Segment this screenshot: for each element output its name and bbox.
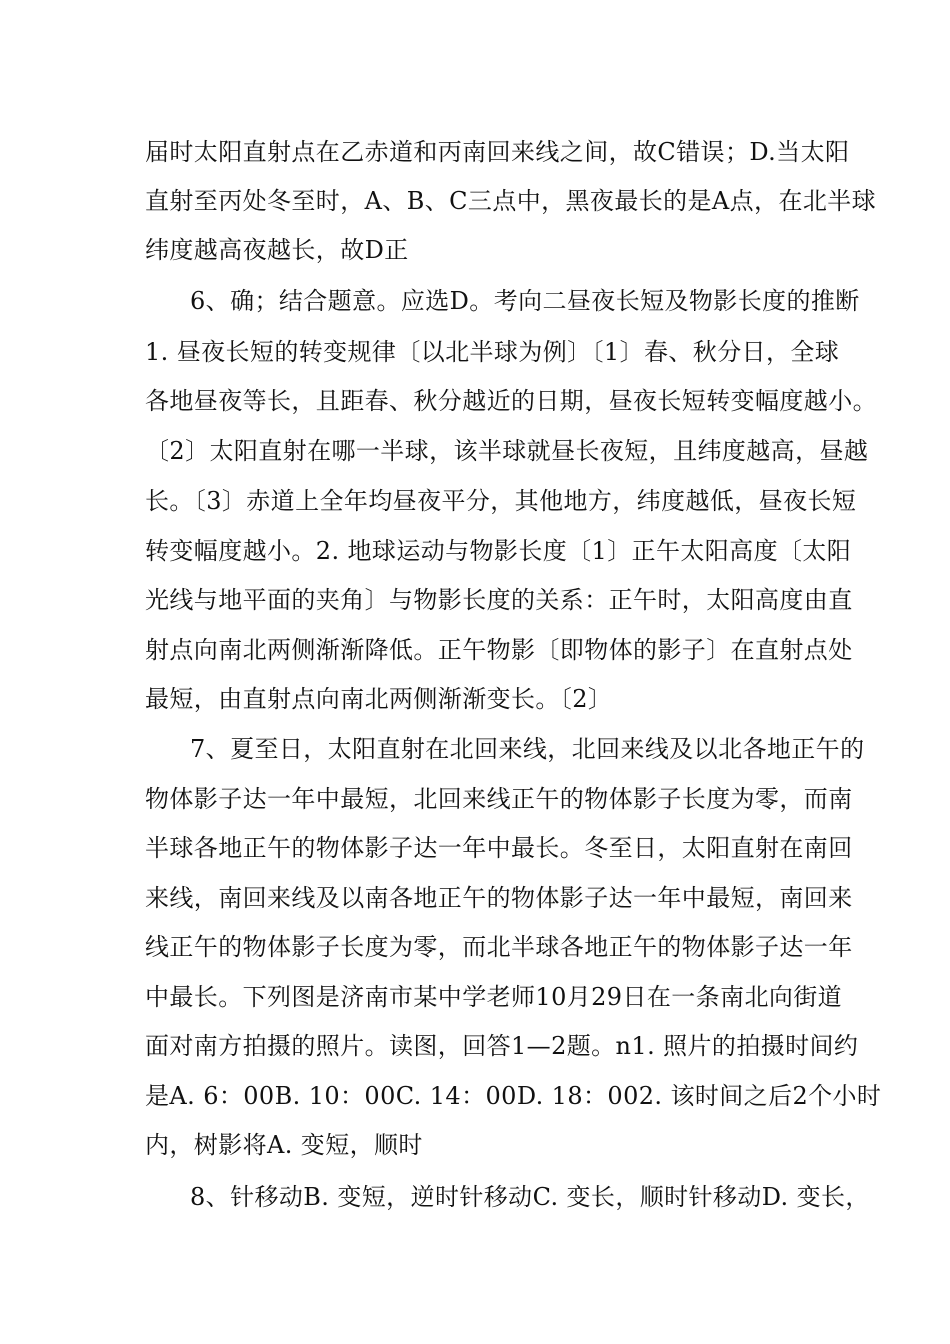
- text-line: 长。〔3〕赤道上全年均昼夜平分，其他地方，纬度越低，昼夜长短: [145, 487, 857, 515]
- text-line: 1. 昼夜长短的转变规律〔以北半球为例〕〔1〕春、秋分日，全球: [145, 338, 840, 366]
- text-line: 8、针移动B. 变短，逆时针移动C. 变长，顺时针移动D. 变长，: [190, 1183, 870, 1211]
- text-line: 〔2〕太阳直射在哪一半球，该半球就昼长夜短，且纬度越高，昼越: [145, 437, 869, 465]
- text-line: 转变幅度越小。2. 地球运动与物影长度〔1〕正午太阳高度〔太阳: [145, 537, 852, 565]
- text-line: 光线与地平面的夹角〕与物影长度的关系：正午时，太阳高度由直: [145, 586, 853, 614]
- text-line: 内，树影将A. 变短，顺时: [145, 1131, 423, 1159]
- text-line: 中最长。下列图是济南市某中学老师10月29日在一条南北向街道: [145, 983, 843, 1011]
- text-line: 是A. 6：00B. 10：00C. 14：00D. 18：002. 该时间之后2个小时: [145, 1082, 882, 1110]
- text-line: 半球各地正午的物体影子达一年中最长。冬至日，太阳直射在南回: [145, 834, 853, 862]
- text-line: 射点向南北两侧渐渐降低。正午物影〔即物体的影子〕在直射点处: [145, 636, 853, 664]
- text-line: 线正午的物体影子长度为零，而北半球各地正午的物体影子达一年: [145, 933, 853, 961]
- text-line: 6、确；结合题意。应选D。考向二昼夜长短及物影长度的推断: [190, 287, 860, 315]
- text-line: 最短，由直射点向南北两侧渐渐变长。〔2〕: [145, 685, 613, 713]
- text-line: 届时太阳直射点在乙赤道和丙南回来线之间，故C错误；D.当太阳: [145, 138, 850, 166]
- text-line: 各地昼夜等长，且距春、秋分越近的日期，昼夜长短转变幅度越小。: [145, 387, 877, 415]
- text-line: 物体影子达一年中最短，北回来线正午的物体影子长度为零，而南: [145, 785, 853, 813]
- text-line: 来线，南回来线及以南各地正午的物体影子达一年中最短，南回来: [145, 884, 853, 912]
- text-line: 纬度越高夜越长，故D正: [145, 236, 409, 264]
- text-line: 7、夏至日，太阳直射在北回来线，北回来线及以北各地正午的: [190, 735, 865, 763]
- text-line: 面对南方拍摄的照片。读图，回答1—2题。n1. 照片的拍摄时间约: [145, 1032, 859, 1060]
- text-line: 直射至丙处冬至时，A、B、C三点中，黑夜最长的是A点，在北半球: [145, 187, 877, 215]
